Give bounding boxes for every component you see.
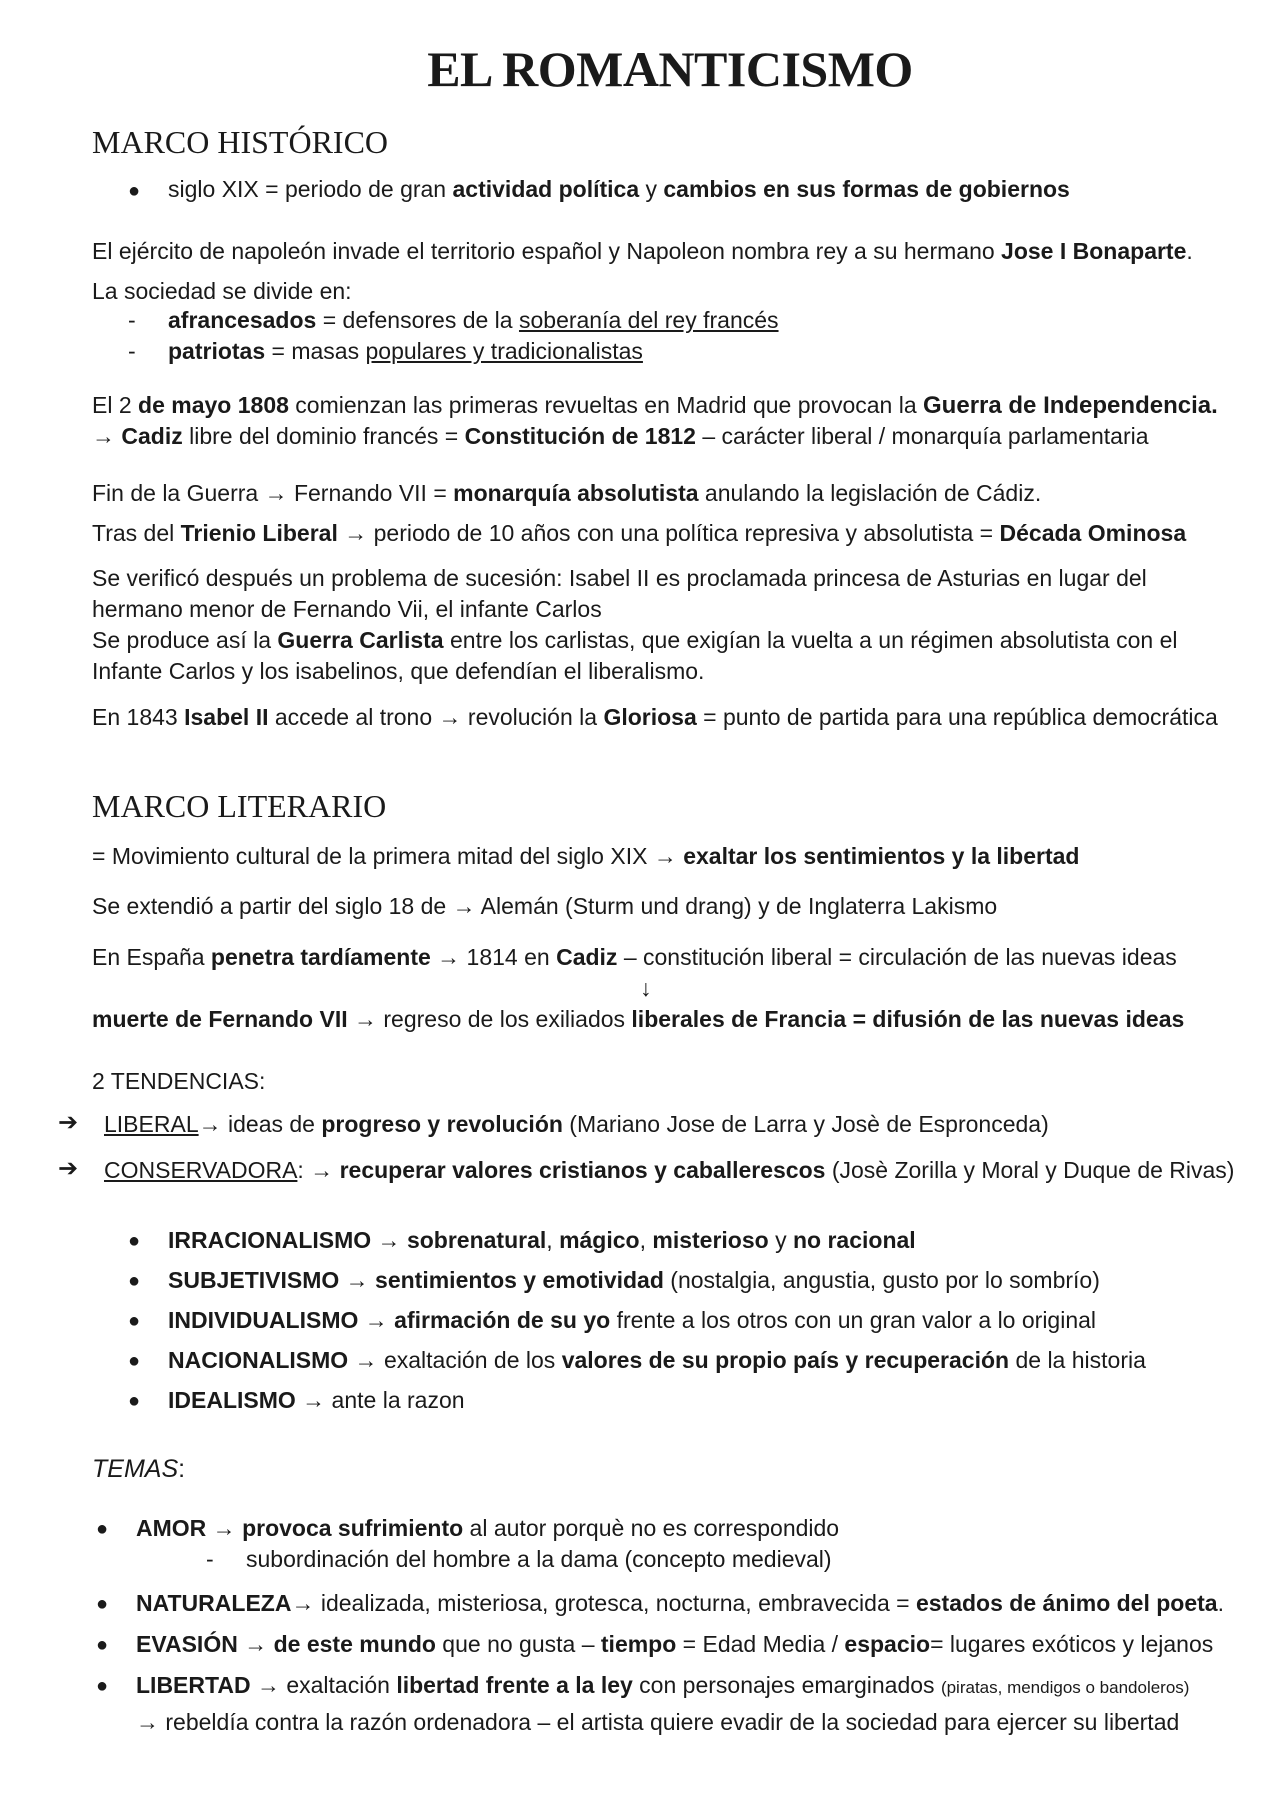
paragraph-carlista-2: Infante Carlos y los isabelinos, que defendían el liberalismo. xyxy=(92,658,705,684)
tema-libertad-rebeldia: → rebeldía contra la razón ordenadora – el artista quiere evadir de la sociedad para ejercer su libertad xyxy=(136,1709,1180,1735)
paragraph-sucesion-1: Se verificó después un problema de sucesión: Isabel II es proclamada princesa de Asturias en lugar del xyxy=(92,565,1147,591)
arrow-bullet-icon: ➔ xyxy=(58,1155,79,1182)
page-title: EL ROMANTICISMO xyxy=(427,41,913,97)
arrow-bullet-icon: ➔ xyxy=(58,1109,79,1136)
tema-amor: AMOR → provoca sufrimiento al autor porquè no es correspondido xyxy=(136,1515,840,1541)
rasgo-subjetivismo: SUBJETIVISMO → sentimientos y emotividad (nostalgia, angustia, gusto por lo sombrío) xyxy=(168,1267,1100,1293)
dash-icon: - xyxy=(128,307,136,333)
paragraph-carlista-1: Se produce así la Guerra Carlista entre los carlistas, que exigían la vuelta a un régimen absolutista con el xyxy=(92,627,1178,653)
paragraph-movimiento: = Movimiento cultural de la primera mitad del siglo XIX → exaltar los sentimientos y la libertad xyxy=(92,843,1080,869)
bullet-icon: ● xyxy=(128,180,141,202)
paragraph-cadiz: → Cadiz libre del dominio francés = Constitución de 1812 – carácter liberal / monarquía parlamentaria xyxy=(92,423,1149,449)
tendencia-conservadora: CONSERVADORA: → recuperar valores cristianos y caballerescos (Josè Zorilla y Moral y Duque de Rivas) xyxy=(104,1157,1235,1183)
bullet-icon: ● xyxy=(128,1350,141,1372)
bullet-icon: ● xyxy=(128,1270,141,1292)
heading-marco-literario: MARCO LITERARIO xyxy=(92,788,387,824)
tema-naturaleza: NATURALEZA→ idealizada, misteriosa, grotesca, nocturna, embravecida = estados de ánimo del poeta. xyxy=(136,1590,1224,1616)
bullet-icon: ● xyxy=(128,1390,141,1412)
list-item-afrancesados: afrancesados = defensores de la soberanía del rey francés xyxy=(168,307,779,333)
bullet-siglo-xix: siglo XIX = periodo de gran actividad política y cambios en sus formas de gobiernos xyxy=(168,176,1070,202)
paragraph-napoleon: El ejército de napoleón invade el territorio español y Napoleon nombra rey a su hermano Jose I Bonaparte. xyxy=(92,238,1193,264)
bullet-icon: ● xyxy=(96,1518,109,1540)
dash-icon: - xyxy=(128,338,136,364)
bullet-icon: ● xyxy=(96,1634,109,1656)
tema-evasion: EVASIÓN → de este mundo que no gusta – tiempo = Edad Media / espacio= lugares exóticos y lejanos xyxy=(136,1631,1214,1657)
heading-marco-historico: MARCO HISTÓRICO xyxy=(92,124,389,160)
tendencias-label: 2 TENDENCIAS: xyxy=(92,1068,266,1094)
rasgo-irracionalismo: IRRACIONALISMO → sobrenatural, mágico, misterioso y no racional xyxy=(168,1227,916,1253)
bullet-icon: ● xyxy=(96,1593,109,1615)
paragraph-fin-guerra: Fin de la Guerra → Fernando VII = monarquía absolutista anulando la legislación de Cádiz. xyxy=(92,480,1042,506)
rasgo-idealismo: IDEALISMO → ante la razon xyxy=(168,1387,465,1413)
down-arrow-icon: ↓ xyxy=(640,975,652,1001)
tendencia-liberal: LIBERAL→ ideas de progreso y revolución (Mariano Jose de Larra y Josè de Espronceda) xyxy=(104,1111,1049,1137)
list-item-patriotas: patriotas = masas populares y tradicionalistas xyxy=(168,338,643,364)
paragraph-2-de-mayo: El 2 de mayo 1808 comienzan las primeras revueltas en Madrid que provocan la Guerra de Independencia. xyxy=(92,392,1218,419)
paragraph-extendio: Se extendió a partir del siglo 18 de → Alemán (Sturm und drang) y de Inglaterra Lakismo xyxy=(92,893,998,919)
bullet-icon: ● xyxy=(128,1230,141,1252)
paragraph-espana: En España penetra tardíamente → 1814 en Cadiz – constitución liberal = circulación de las nuevas ideas xyxy=(92,944,1177,970)
dash-icon: - xyxy=(206,1546,214,1572)
tema-amor-sub: subordinación del hombre a la dama (concepto medieval) xyxy=(246,1546,832,1572)
paragraph-trienio: Tras del Trienio Liberal → periodo de 10 años con una política represiva y absolutista = Década Ominosa xyxy=(92,520,1187,546)
bullet-icon: ● xyxy=(96,1675,109,1697)
rasgo-nacionalismo: NACIONALISMO → exaltación de los valores de su propio país y recuperación de la historia xyxy=(168,1347,1146,1373)
tema-libertad: LIBERTAD → exaltación libertad frente a la ley con personajes emarginados (piratas, mendigos o bandoleros) xyxy=(136,1672,1190,1698)
rasgo-individualismo: INDIVIDUALISMO → afirmación de su yo frente a los otros con un gran valor a lo original xyxy=(168,1307,1097,1333)
paragraph-sociedad: La sociedad se divide en: xyxy=(92,278,352,304)
heading-temas: TEMAS: xyxy=(92,1455,186,1483)
paragraph-sucesion-2: hermano menor de Fernando Vii, el infante Carlos xyxy=(92,596,602,622)
paragraph-muerte-fernando: muerte de Fernando VII → regreso de los exiliados liberales de Francia = difusión de las nuevas ideas xyxy=(92,1006,1185,1032)
bullet-icon: ● xyxy=(128,1310,141,1332)
paragraph-1843: En 1843 Isabel II accede al trono → revolución la Gloriosa = punto de partida para una república democrática xyxy=(92,704,1218,730)
